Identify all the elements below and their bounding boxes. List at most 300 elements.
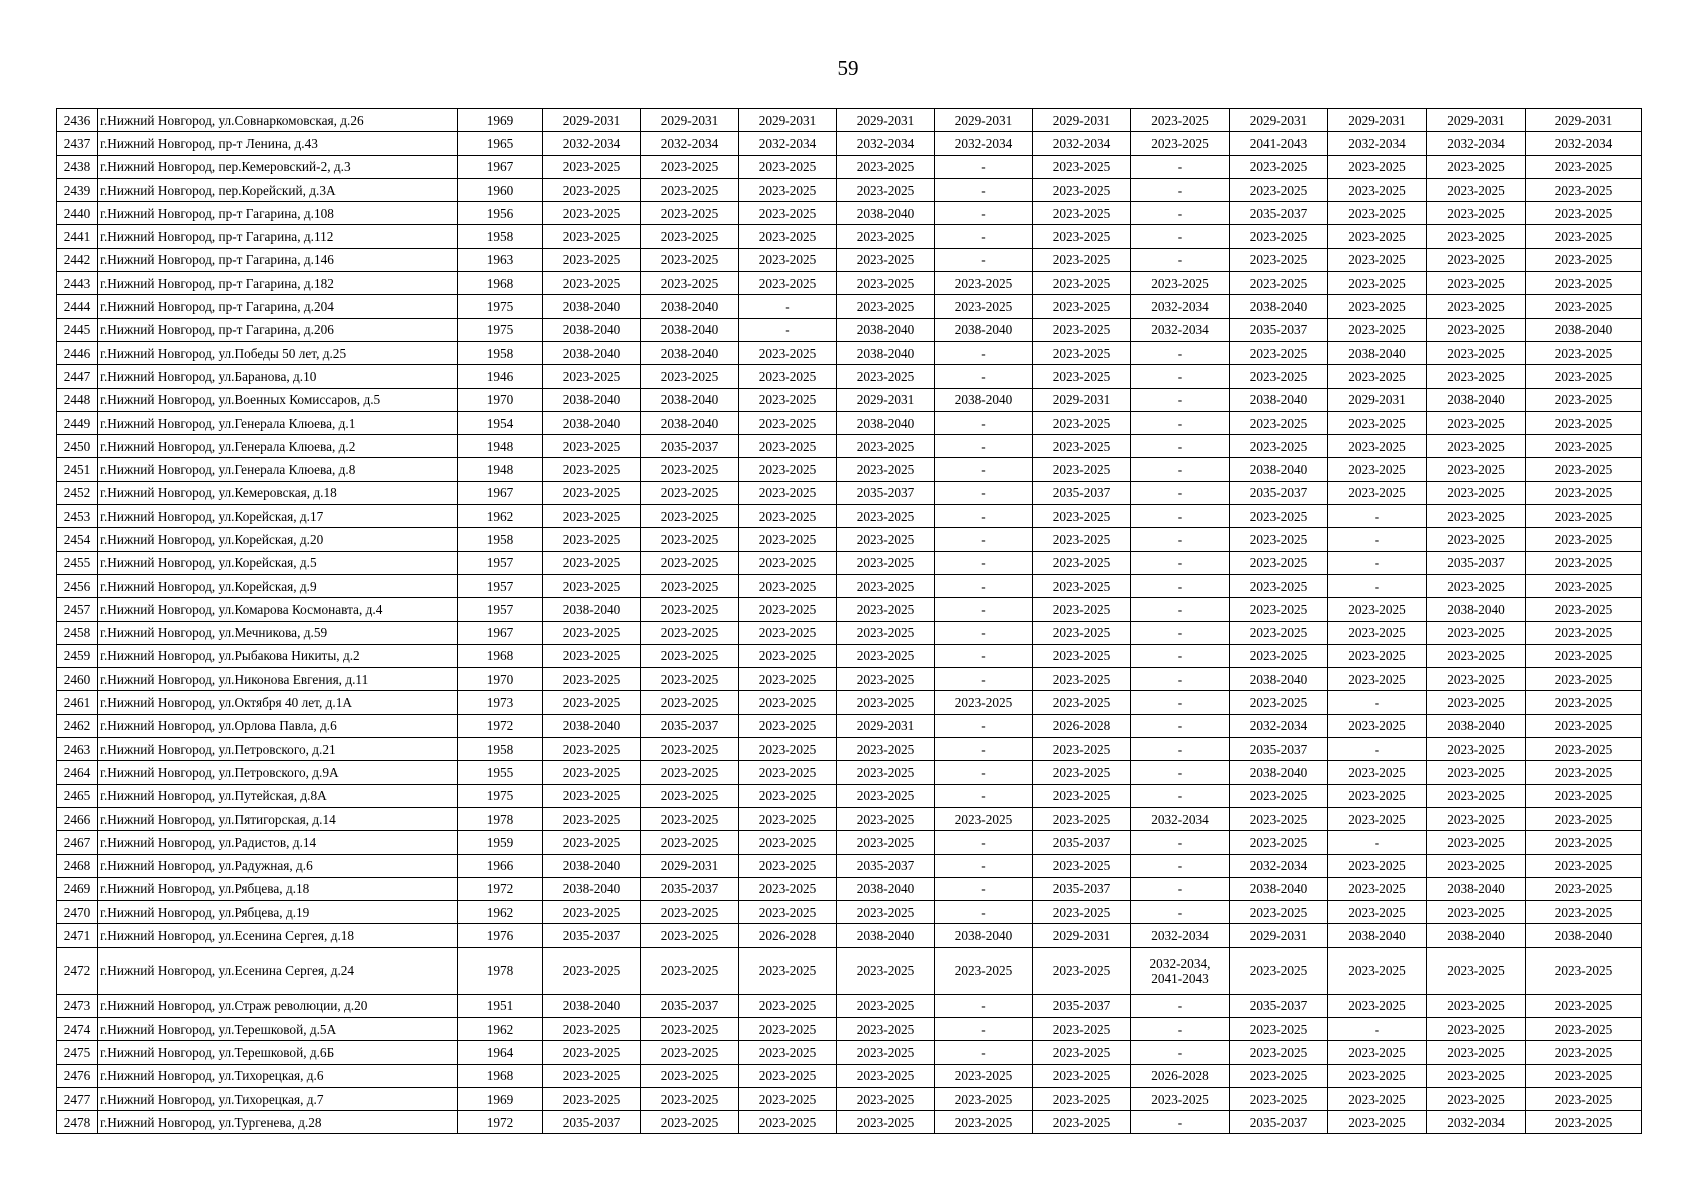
period-cell: - (1131, 761, 1230, 784)
period-cell: 2023-2025 (1526, 388, 1642, 411)
period-cell: 2023-2025 (1230, 691, 1328, 714)
period-cell: 2023-2025 (1526, 784, 1642, 807)
period-cell: 2023-2025 (739, 738, 837, 761)
period-cell: 2023-2025 (1427, 994, 1526, 1017)
address-cell: г.Нижний Новгород, ул.Совнаркомовская, д.26 (98, 109, 458, 132)
address-cell: г.Нижний Новгород, ул.Есенина Сергея, д.18 (98, 924, 458, 947)
period-cell: 2038-2040 (543, 295, 641, 318)
year-cell: 1972 (458, 714, 543, 737)
period-cell: 2023-2025 (1230, 831, 1328, 854)
period-cell: 2023-2025 (1526, 668, 1642, 691)
period-cell: - (1131, 341, 1230, 364)
address-cell: г.Нижний Новгород, ул.Рябцева, д.19 (98, 901, 458, 924)
period-cell: 2029-2031 (1427, 109, 1526, 132)
period-cell: 2023-2025 (1033, 1017, 1131, 1040)
period-cell: 2023-2025 (837, 761, 935, 784)
period-cell: 2038-2040 (1230, 295, 1328, 318)
table-row (57, 714, 1642, 737)
period-cell: 2023-2025 (641, 1041, 739, 1064)
period-cell: 2023-2025 (1033, 807, 1131, 830)
period-cell: 2023-2025 (837, 901, 935, 924)
period-cell: 2023-2025 (837, 551, 935, 574)
period-cell: 2023-2025 (1526, 761, 1642, 784)
period-cell: 2023-2025 (1328, 854, 1427, 877)
address-cell: г.Нижний Новгород, ул.Корейская, д.9 (98, 574, 458, 597)
period-cell: 2023-2025 (1427, 1041, 1526, 1064)
period-cell: 2023-2025 (543, 831, 641, 854)
period-cell: 2023-2025 (1033, 225, 1131, 248)
period-cell: 2038-2040 (543, 341, 641, 364)
period-cell: 2023-2025 (1526, 295, 1642, 318)
year-cell: 1958 (458, 738, 543, 761)
period-cell: - (1131, 481, 1230, 504)
period-cell: 2023-2025 (837, 435, 935, 458)
period-cell: 2032-2034 (1131, 807, 1230, 830)
year-cell: 1959 (458, 831, 543, 854)
address-cell: г.Нижний Новгород, ул.Корейская, д.20 (98, 528, 458, 551)
address-cell: г.Нижний Новгород, пр-т Гагарина, д.204 (98, 295, 458, 318)
period-cell: 2023-2025 (935, 691, 1033, 714)
period-cell: 2023-2025 (837, 738, 935, 761)
period-cell: 2023-2025 (739, 668, 837, 691)
period-cell: 2023-2025 (1033, 365, 1131, 388)
year-cell: 1957 (458, 598, 543, 621)
period-cell: 2023-2025 (1131, 1087, 1230, 1110)
year-cell: 1956 (458, 202, 543, 225)
period-cell: 2023-2025 (1328, 318, 1427, 341)
period-cell: 2023-2025 (1328, 458, 1427, 481)
address-cell: г.Нижний Новгород, ул.Есенина Сергея, д.24 (98, 947, 458, 994)
period-cell: 2023-2025 (739, 248, 837, 271)
row-number-cell: 2462 (57, 714, 98, 737)
period-cell: 2041-2043 (1230, 132, 1328, 155)
row-number-cell: 2450 (57, 435, 98, 458)
period-cell: - (1131, 668, 1230, 691)
period-cell: 2032-2034 (1131, 924, 1230, 947)
year-cell: 1976 (458, 924, 543, 947)
period-cell: 2023-2025 (1526, 225, 1642, 248)
row-number-cell: 2447 (57, 365, 98, 388)
row-number-cell: 2460 (57, 668, 98, 691)
period-cell: 2023-2025 (543, 435, 641, 458)
period-cell: 2023-2025 (1526, 551, 1642, 574)
period-cell: 2023-2025 (1033, 947, 1131, 994)
period-cell: 2023-2025 (641, 668, 739, 691)
period-cell: 2038-2040 (1526, 924, 1642, 947)
year-cell: 1958 (458, 528, 543, 551)
year-cell: 1960 (458, 178, 543, 201)
period-cell: 2023-2025 (543, 481, 641, 504)
period-cell: 2023-2025 (1526, 528, 1642, 551)
period-cell: - (1131, 994, 1230, 1017)
period-cell: 2035-2037 (1230, 202, 1328, 225)
period-cell: 2023-2025 (641, 1087, 739, 1110)
year-cell: 1958 (458, 341, 543, 364)
period-cell: 2035-2037 (1230, 994, 1328, 1017)
period-cell: - (1131, 435, 1230, 458)
period-cell: - (1131, 248, 1230, 271)
period-cell: 2029-2031 (641, 854, 739, 877)
period-cell: - (1328, 1017, 1427, 1040)
period-cell: 2023-2025 (739, 877, 837, 900)
period-cell: 2023-2025 (543, 784, 641, 807)
period-cell: 2023-2025 (1033, 272, 1131, 295)
period-cell: - (935, 1017, 1033, 1040)
period-cell: 2023-2025 (739, 994, 837, 1017)
period-cell: 2023-2025 (543, 691, 641, 714)
period-cell: 2023-2025 (1526, 854, 1642, 877)
period-cell: 2023-2025 (739, 574, 837, 597)
year-cell: 1964 (458, 1041, 543, 1064)
period-cell: 2023-2025 (837, 1087, 935, 1110)
period-cell: - (1328, 528, 1427, 551)
address-cell: г.Нижний Новгород, пр-т Гагарина, д.206 (98, 318, 458, 341)
period-cell: 2038-2040 (1427, 924, 1526, 947)
period-cell: 2029-2031 (739, 109, 837, 132)
row-number-cell: 2467 (57, 831, 98, 854)
period-cell: 2023-2025 (1427, 365, 1526, 388)
period-cell: - (1131, 854, 1230, 877)
period-cell: - (1131, 691, 1230, 714)
address-cell: г.Нижний Новгород, ул.Комарова Космонавта, д.4 (98, 598, 458, 621)
period-cell: 2023-2025 (1526, 621, 1642, 644)
period-cell: 2023-2025 (837, 668, 935, 691)
period-cell: 2032-2034 (739, 132, 837, 155)
period-cell: 2023-2025 (641, 807, 739, 830)
period-cell: 2023-2025 (1427, 1064, 1526, 1087)
year-cell: 1975 (458, 784, 543, 807)
year-cell: 1968 (458, 272, 543, 295)
period-cell: 2032-2034, 2041-2043 (1131, 947, 1230, 994)
period-cell: - (935, 738, 1033, 761)
period-cell: 2023-2025 (1033, 1064, 1131, 1087)
period-cell: - (1328, 691, 1427, 714)
period-cell: - (935, 761, 1033, 784)
period-cell: 2038-2040 (1427, 388, 1526, 411)
period-cell: 2023-2025 (1033, 178, 1131, 201)
period-cell: 2023-2025 (1427, 784, 1526, 807)
period-cell: 2038-2040 (641, 295, 739, 318)
period-cell: 2023-2025 (1033, 738, 1131, 761)
address-cell: г.Нижний Новгород, пер.Корейский, д.3А (98, 178, 458, 201)
period-cell: 2023-2025 (1427, 691, 1526, 714)
period-cell: 2023-2025 (837, 947, 935, 994)
period-cell: 2023-2025 (739, 388, 837, 411)
period-cell: 2023-2025 (739, 831, 837, 854)
period-cell: 2023-2025 (1526, 691, 1642, 714)
period-cell: 2035-2037 (1230, 318, 1328, 341)
period-cell: 2029-2031 (1033, 388, 1131, 411)
period-cell: 2032-2034 (1427, 1111, 1526, 1134)
period-cell: 2023-2025 (837, 691, 935, 714)
row-number-cell: 2478 (57, 1111, 98, 1134)
period-cell: 2032-2034 (1131, 295, 1230, 318)
period-cell: 2023-2025 (1328, 178, 1427, 201)
period-cell: - (1131, 505, 1230, 528)
period-cell: 2023-2025 (1131, 272, 1230, 295)
period-cell: 2023-2025 (837, 295, 935, 318)
period-cell: 2038-2040 (935, 388, 1033, 411)
period-cell: 2032-2034 (641, 132, 739, 155)
row-number-cell: 2443 (57, 272, 98, 295)
period-cell: 2023-2025 (1033, 854, 1131, 877)
period-cell: 2023-2025 (641, 621, 739, 644)
period-cell: 2023-2025 (739, 598, 837, 621)
row-number-cell: 2458 (57, 621, 98, 644)
period-cell: 2023-2025 (1328, 481, 1427, 504)
table-row (57, 551, 1642, 574)
row-number-cell: 2477 (57, 1087, 98, 1110)
period-cell: 2023-2025 (1427, 341, 1526, 364)
table-row (57, 901, 1642, 924)
row-number-cell: 2461 (57, 691, 98, 714)
period-cell: - (1131, 877, 1230, 900)
year-cell: 1963 (458, 248, 543, 271)
address-cell: г.Нижний Новгород, ул.Генерала Клюева, д.2 (98, 435, 458, 458)
year-cell: 1957 (458, 551, 543, 574)
period-cell: - (1131, 458, 1230, 481)
period-cell: 2023-2025 (1033, 248, 1131, 271)
period-cell: 2023-2025 (641, 528, 739, 551)
period-cell: 2023-2025 (1033, 901, 1131, 924)
period-cell: - (935, 1041, 1033, 1064)
period-cell: 2023-2025 (935, 272, 1033, 295)
year-cell: 1966 (458, 854, 543, 877)
period-cell: - (935, 598, 1033, 621)
period-cell: 2023-2025 (739, 528, 837, 551)
period-cell: 2038-2040 (1230, 458, 1328, 481)
period-cell: 2023-2025 (739, 1087, 837, 1110)
period-cell: - (1131, 784, 1230, 807)
table-row (57, 272, 1642, 295)
year-cell: 1948 (458, 435, 543, 458)
period-cell: 2023-2025 (1033, 644, 1131, 667)
period-cell: - (935, 481, 1033, 504)
period-cell: - (1328, 738, 1427, 761)
year-cell: 1972 (458, 1111, 543, 1134)
period-cell: 2023-2025 (1526, 807, 1642, 830)
row-number-cell: 2464 (57, 761, 98, 784)
table-row (57, 831, 1642, 854)
period-cell: 2023-2025 (1427, 831, 1526, 854)
table-row (57, 1064, 1642, 1087)
period-cell: 2023-2025 (1230, 365, 1328, 388)
period-cell: 2023-2025 (543, 551, 641, 574)
period-cell: - (935, 831, 1033, 854)
address-cell: г.Нижний Новгород, ул.Рябцева, д.18 (98, 877, 458, 900)
table-row (57, 435, 1642, 458)
period-cell: 2029-2031 (837, 109, 935, 132)
period-cell: 2023-2025 (543, 1017, 641, 1040)
period-cell: 2026-2028 (1131, 1064, 1230, 1087)
period-cell: - (1131, 901, 1230, 924)
period-cell: 2023-2025 (1526, 738, 1642, 761)
period-cell: 2023-2025 (1427, 807, 1526, 830)
period-cell: 2023-2025 (1230, 621, 1328, 644)
period-cell: 2023-2025 (543, 574, 641, 597)
period-cell: - (935, 248, 1033, 271)
period-cell: 2023-2025 (739, 621, 837, 644)
period-cell: - (935, 458, 1033, 481)
period-cell: 2023-2025 (543, 178, 641, 201)
period-cell: 2023-2025 (543, 761, 641, 784)
period-cell: 2035-2037 (543, 924, 641, 947)
period-cell: 2023-2025 (1230, 784, 1328, 807)
period-cell: 2023-2025 (739, 1064, 837, 1087)
year-cell: 1967 (458, 155, 543, 178)
period-cell: 2023-2025 (1526, 598, 1642, 621)
period-cell: 2038-2040 (1230, 761, 1328, 784)
period-cell: - (935, 621, 1033, 644)
period-cell: 2023-2025 (641, 761, 739, 784)
period-cell: 2038-2040 (543, 411, 641, 434)
period-cell: 2023-2025 (641, 155, 739, 178)
period-cell: 2023-2025 (935, 1064, 1033, 1087)
period-cell: 2023-2025 (1427, 528, 1526, 551)
period-cell: 2023-2025 (1328, 947, 1427, 994)
period-cell: 2023-2025 (739, 644, 837, 667)
period-cell: 2023-2025 (739, 272, 837, 295)
period-cell: 2032-2034 (1131, 318, 1230, 341)
table-row (57, 644, 1642, 667)
table-row (57, 668, 1642, 691)
period-cell: 2023-2025 (1033, 528, 1131, 551)
period-cell: 2023-2025 (1526, 1041, 1642, 1064)
period-cell: - (935, 435, 1033, 458)
period-cell: 2023-2025 (739, 901, 837, 924)
period-cell: 2023-2025 (739, 691, 837, 714)
period-cell: 2023-2025 (1033, 668, 1131, 691)
period-cell: 2038-2040 (543, 714, 641, 737)
period-cell: 2023-2025 (739, 1111, 837, 1134)
period-cell: 2023-2025 (641, 831, 739, 854)
period-cell: 2023-2025 (1427, 435, 1526, 458)
period-cell: 2035-2037 (1033, 831, 1131, 854)
period-cell: 2023-2025 (1033, 411, 1131, 434)
year-cell: 1968 (458, 644, 543, 667)
period-cell: 2023-2025 (1427, 202, 1526, 225)
period-cell: - (935, 854, 1033, 877)
period-cell: - (1131, 738, 1230, 761)
table-row (57, 924, 1642, 947)
period-cell: 2035-2037 (641, 435, 739, 458)
period-cell: - (935, 714, 1033, 737)
address-cell: г.Нижний Новгород, ул.Баранова, д.10 (98, 365, 458, 388)
address-cell: г.Нижний Новгород, пр-т Гагарина, д.112 (98, 225, 458, 248)
period-cell: - (739, 295, 837, 318)
period-cell: 2023-2025 (1328, 784, 1427, 807)
period-cell: 2023-2025 (1033, 574, 1131, 597)
row-number-cell: 2442 (57, 248, 98, 271)
period-cell: 2023-2025 (1427, 621, 1526, 644)
period-cell: 2023-2025 (1526, 644, 1642, 667)
period-cell: 2023-2025 (543, 807, 641, 830)
period-cell: 2023-2025 (837, 644, 935, 667)
period-cell: - (935, 877, 1033, 900)
period-cell: 2023-2025 (641, 458, 739, 481)
period-cell: 2023-2025 (837, 528, 935, 551)
period-cell: 2023-2025 (1328, 714, 1427, 737)
period-cell: 2023-2025 (1427, 947, 1526, 994)
row-number-cell: 2459 (57, 644, 98, 667)
period-cell: - (935, 155, 1033, 178)
period-cell: 2023-2025 (543, 621, 641, 644)
table-row (57, 1041, 1642, 1064)
period-cell: 2023-2025 (1230, 644, 1328, 667)
period-cell: 2032-2034 (543, 132, 641, 155)
year-cell: 1967 (458, 621, 543, 644)
row-number-cell: 2468 (57, 854, 98, 877)
year-cell: 1972 (458, 877, 543, 900)
period-cell: 2038-2040 (543, 994, 641, 1017)
table-row (57, 155, 1642, 178)
year-cell: 1975 (458, 295, 543, 318)
table-row (57, 365, 1642, 388)
period-cell: 2023-2025 (1328, 295, 1427, 318)
period-cell: 2029-2031 (1230, 924, 1328, 947)
period-cell: 2023-2025 (1230, 551, 1328, 574)
period-cell: 2023-2025 (1033, 318, 1131, 341)
year-cell: 1951 (458, 994, 543, 1017)
period-cell: 2038-2040 (543, 318, 641, 341)
period-cell: 2038-2040 (837, 341, 935, 364)
period-cell: 2023-2025 (739, 714, 837, 737)
period-cell: - (935, 365, 1033, 388)
period-cell: 2023-2025 (1526, 411, 1642, 434)
year-cell: 1969 (458, 1087, 543, 1110)
period-cell: 2038-2040 (543, 388, 641, 411)
period-cell: 2023-2025 (1033, 1111, 1131, 1134)
period-cell: 2035-2037 (641, 994, 739, 1017)
period-cell: 2023-2025 (543, 947, 641, 994)
period-cell: 2038-2040 (1230, 668, 1328, 691)
row-number-cell: 2446 (57, 341, 98, 364)
period-cell: - (1131, 1017, 1230, 1040)
address-cell: г.Нижний Новгород, ул.Петровского, д.21 (98, 738, 458, 761)
address-cell: г.Нижний Новгород, пер.Кемеровский-2, д.3 (98, 155, 458, 178)
period-cell: - (1131, 155, 1230, 178)
period-cell: 2038-2040 (1328, 924, 1427, 947)
period-cell: 2023-2025 (739, 1017, 837, 1040)
period-cell: - (1131, 551, 1230, 574)
address-cell: г.Нижний Новгород, ул.Пятигорская, д.14 (98, 807, 458, 830)
row-number-cell: 2444 (57, 295, 98, 318)
year-cell: 1958 (458, 225, 543, 248)
period-cell: 2023-2025 (1328, 248, 1427, 271)
row-number-cell: 2457 (57, 598, 98, 621)
period-cell: - (1131, 1111, 1230, 1134)
period-cell: 2038-2040 (837, 877, 935, 900)
period-cell: 2023-2025 (1427, 248, 1526, 271)
row-number-cell: 2465 (57, 784, 98, 807)
period-cell: 2023-2025 (1230, 505, 1328, 528)
period-cell: 2023-2025 (1328, 155, 1427, 178)
period-cell: 2023-2025 (543, 1087, 641, 1110)
period-cell: 2023-2025 (837, 598, 935, 621)
period-cell: 2029-2031 (1033, 924, 1131, 947)
period-cell: 2023-2025 (837, 178, 935, 201)
period-cell: 2023-2025 (1328, 621, 1427, 644)
address-cell: г.Нижний Новгород, ул.Тихорецкая, д.6 (98, 1064, 458, 1087)
period-cell: 2023-2025 (1230, 272, 1328, 295)
table-row (57, 505, 1642, 528)
period-cell: 2032-2034 (1230, 854, 1328, 877)
period-cell: 2023-2025 (739, 551, 837, 574)
period-cell: 2023-2025 (1033, 784, 1131, 807)
period-cell: 2023-2025 (1328, 1041, 1427, 1064)
table-row (57, 877, 1642, 900)
period-cell: - (1328, 551, 1427, 574)
